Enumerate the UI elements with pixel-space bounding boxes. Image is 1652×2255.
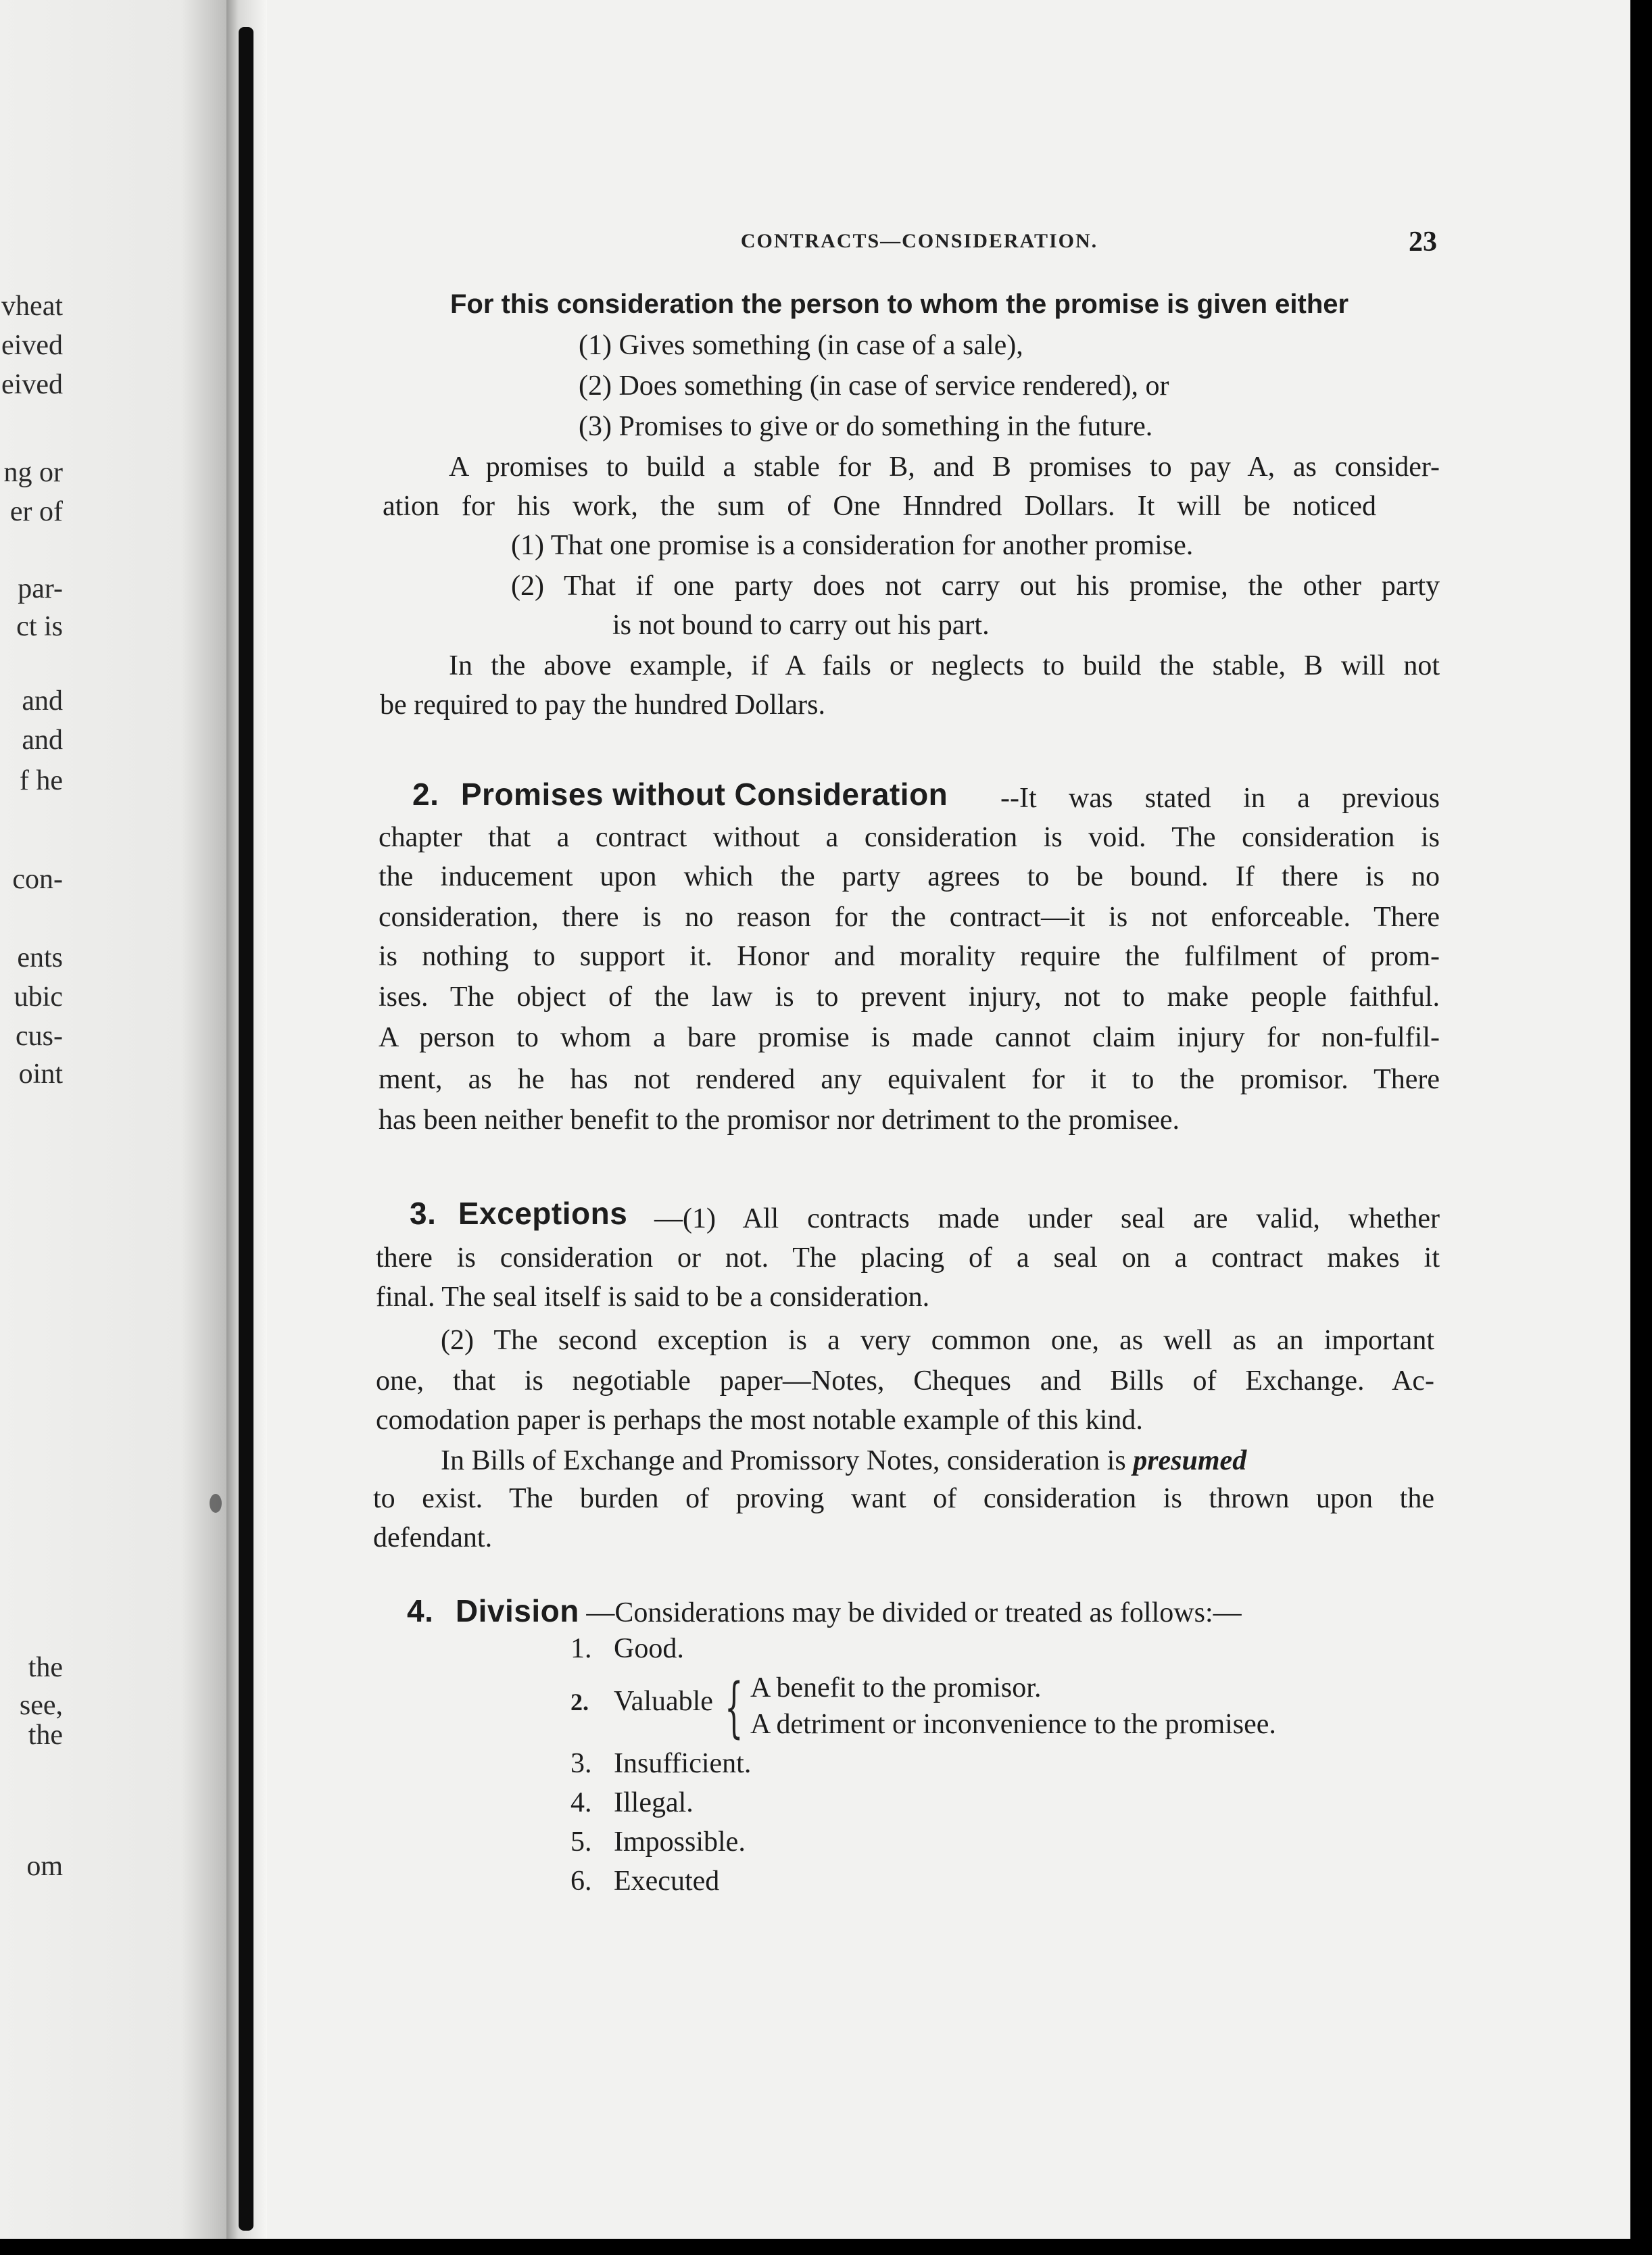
example-line: A promises to build a stable for B, and B promises to pay A, as consider- (449, 452, 1440, 483)
division-item (570, 1749, 751, 1778)
intro-item: (1) Gives something (in case of a sale), (579, 330, 1023, 361)
section-2-heading-line (412, 779, 948, 810)
section-heading: Exceptions (458, 1196, 628, 1231)
notice-item: (1) That one promise is a consideration for another promise. (511, 530, 1194, 561)
notice-item: (2) That if one party does not carry out his promise, the other party (511, 571, 1440, 602)
facing-page-fragment: the (28, 1720, 63, 1751)
facing-page-fragment: con- (12, 864, 63, 895)
section-heading: Division (455, 1593, 579, 1628)
valuable-sub-item: A detriment or inconvenience to the promisee. (750, 1709, 1276, 1740)
valuable-sub-item: A benefit to the promisor. (750, 1672, 1042, 1703)
section-2-text: has been neither benefit to the promisor nor detriment to the promisee. (379, 1105, 1180, 1136)
page-number: 23 (1409, 226, 1437, 258)
section-3-text: comodation paper is perhaps the most notable example of this kind. (376, 1405, 1143, 1436)
section-heading: Promises without Consideration (460, 777, 948, 812)
intro-item: (2) Does something (in case of service rendered), or (579, 370, 1169, 402)
scan-border-right (1630, 0, 1652, 2255)
facing-page-fragment: the (28, 1652, 63, 1683)
facing-page-fragment: par- (18, 573, 63, 604)
facing-page-edge (0, 0, 226, 2239)
section-3-bills-line (441, 1447, 1246, 1475)
section-3-heading-line (410, 1198, 627, 1230)
section-2-text: ment, as he has not rendered any equivalent for it to the promisor. There (379, 1064, 1440, 1095)
facing-page-fragment: ng or (3, 457, 63, 488)
division-item (570, 1828, 746, 1856)
facing-page-fragment: eived (1, 330, 63, 361)
section-3-text: —(1) All contracts made under seal are valid, whether (654, 1203, 1440, 1234)
division-item-number: 1. (570, 1633, 592, 1664)
example-line: ation for his work, the sum of One Hnndred Dollars. It will be noticed (383, 491, 1376, 522)
page-blemish (210, 1494, 222, 1513)
intro-item: (3) Promises to give or do something in the future. (579, 411, 1153, 442)
section-2-text: is nothing to support it. Honor and morality require the fulfilment of prom- (379, 941, 1440, 972)
facing-page-fragment: ct is (16, 611, 63, 642)
above-line: In the above example, if A fails or neglects to build the stable, B will not (449, 650, 1440, 681)
above-line: be required to pay the hundred Dollars. (380, 689, 825, 721)
division-item-number: 6. (570, 1866, 592, 1897)
section-number: 2. (412, 777, 439, 812)
division-item-number: 4. (570, 1787, 592, 1818)
scan-border-bottom (0, 2239, 1652, 2255)
division-item-number: 3. (570, 1748, 592, 1779)
section-3-text: one, that is negotiable paper—Notes, Cheques and Bills of Exchange. Ac- (376, 1365, 1434, 1397)
section-3-bills-line: to exist. The burden of proving want of consideration is thrown upon the (373, 1483, 1434, 1514)
section-2-text: consideration, there is no reason for the contract—it is not enforceable. There (379, 902, 1440, 933)
facing-page-fragment: eived (1, 369, 63, 400)
division-item (570, 1789, 694, 1817)
intro-lead: For this consideration the person to whom the promise is given either (450, 289, 1349, 319)
section-number: 3. (410, 1196, 437, 1231)
division-item (570, 1634, 684, 1663)
facing-page-fragment: vheat (1, 291, 63, 322)
section-3-text: final. The seal itself is said to be a consideration. (376, 1282, 930, 1313)
facing-page-fragment: ubic (14, 981, 63, 1013)
facing-page-fragment: see, (19, 1690, 63, 1721)
facing-page-fragment: f he (19, 765, 63, 796)
section-3-text: (2) The second exception is a very common one, as well as an important (441, 1325, 1434, 1356)
division-item-number: 2. (570, 1689, 589, 1716)
book-spine (239, 27, 253, 2231)
section-2-text: A person to whom a bare promise is made cannot claim injury for non-fulfil- (379, 1022, 1440, 1053)
division-item-label: Impossible. (614, 1826, 746, 1858)
section-2-text: ises. The object of the law is to prevent injury, not to make people faithful. (379, 981, 1440, 1013)
division-item-label: Good. (614, 1633, 684, 1664)
facing-page-fragment: ents (17, 942, 63, 973)
division-item-number: 5. (570, 1826, 592, 1858)
notice-item: is not bound to carry out his part. (612, 610, 990, 641)
section-number: 4. (407, 1593, 434, 1628)
running-head: CONTRACTS—CONSIDERATION. (740, 230, 1098, 252)
section-3-bills-line: defendant. (373, 1522, 493, 1553)
division-item-label: Executed (614, 1866, 720, 1897)
division-item-label: Illegal. (614, 1787, 694, 1818)
facing-page-fragment: and (22, 685, 63, 717)
bills-text: In Bills of Exchange and Promissory Notes, consideration is (441, 1445, 1126, 1476)
facing-page-fragment: oint (18, 1059, 63, 1090)
division-item-label: Insufficient. (614, 1748, 752, 1779)
division-item (570, 1687, 713, 1716)
division-item (570, 1867, 719, 1895)
section-4-heading-line (407, 1595, 1242, 1627)
facing-page-fragment: om (26, 1851, 63, 1882)
facing-page-fragment: and (22, 725, 63, 756)
section-2-text: chapter that a contract without a consideration is void. The consideration is (379, 822, 1440, 853)
section-2-text: the inducement upon which the party agrees to be bound. If there is no (379, 861, 1440, 892)
facing-page-fragment: cus- (16, 1021, 63, 1052)
division-item-label: Valuable (614, 1686, 713, 1717)
emphasis-presumed: presumed (1133, 1445, 1247, 1476)
division-intro: —Considerations may be divided or treated as follows:— (586, 1597, 1242, 1628)
section-2-text: --It was stated in a previous (1000, 783, 1440, 814)
facing-page-fragment: er of (9, 496, 63, 527)
section-3-text: there is consideration or not. The placing of a seal on a contract makes it (376, 1242, 1440, 1274)
curly-brace: { (725, 1670, 744, 1745)
